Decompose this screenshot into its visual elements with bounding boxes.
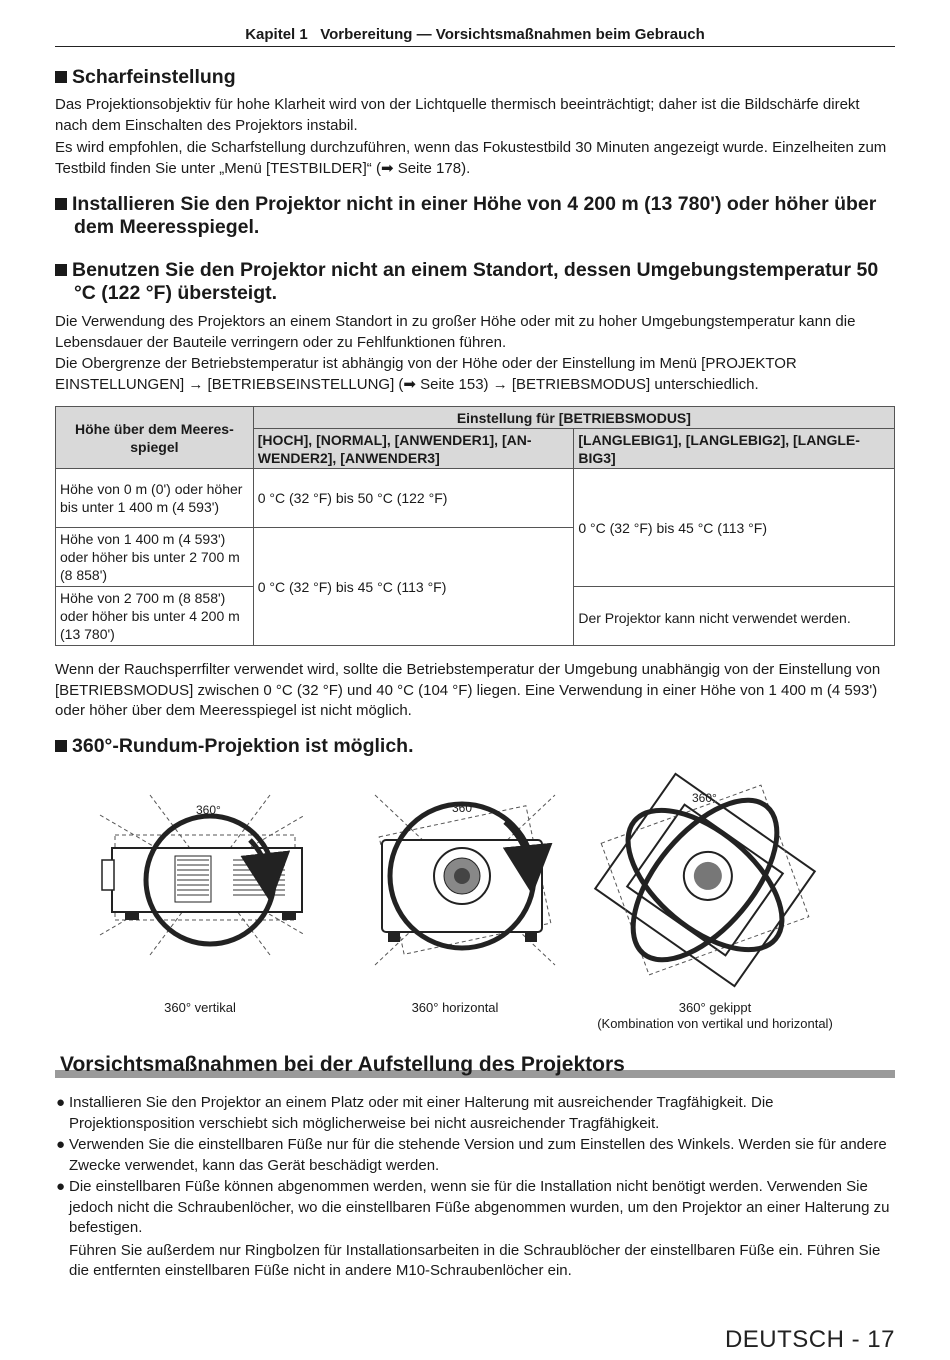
heading-focus: Scharfeinstellung [55,66,236,89]
heading-temperature: Benutzen Sie den Projektor nicht an einem Standort, dessen Umgebungstemperatur 50 °C (122 °F) übersteigt. [55,259,904,305]
row2-altitude: Höhe von 1 400 m (4 593') oder höher bis unter 2 700 m (8 858') [56,528,254,587]
row3-col2: Der Projektor kann nicht verwendet werden. [574,587,895,646]
temperature-paragraph-after: Wenn der Rauchsperrfilter verwendet wird, sollte die Betriebstemperatur der Umgebung unabhängig von der Einstellung von [BETRIEBSMODUS] zwischen 0 °C (32 °F) und 40 °C (104 °F) liegen. Eine Verwendung in einer Höhe von 1 400 m (4 593') oder höher über dem Meeresspiegel ist nicht möglich. [55,661,881,719]
row12-col2: 0 °C (32 °F) bis 45 °C (113 °F) [574,469,895,587]
diagram-tilted [595,774,815,986]
temperature-paragraph-2: Die Obergrenze der Betriebstemperatur ist abhängig von der Höhe oder der Einstellung im Menü [PROJEKTOR EINSTELLUNGEN] → [BETRIEBSEINSTELLUNG] (➡ Seite 153) → [BETRIEBSMODUS] unterschiedlich. [55,355,797,393]
header-col1: [HOCH], [NORMAL], [ANWENDER1], [AN-WENDER2], [ANWENDER3] [253,429,574,469]
list-item: ● Die einstellbaren Füße können abgenommen werden, wenn sie für die Installation nicht benötigt werden. Verwenden Sie jedoch nicht die Schraubenlöcher, wo die einstellbaren Füße abgenommen wurden, um den Projektor an einer Halterung zu befestigen. Führen Sie außerdem nur Ringbolzen für Installationsarbeiten in die Schraublöcher der einstellbaren Füße ein. Führen Sie die entfernten einstellbaren Füße nicht in andere M10-Schraubenlöcher ein. [55,1177,895,1282]
diagram-vertical [100,795,305,955]
caption-tilted [585,1000,845,1032]
focus-paragraph-1: Das Projektionsobjektiv für hohe Klarheit wird von der Lichtquelle thermisch beeinträchtigt; daher ist die Bildschärfe direkt nach dem Einschalten des Projektors instabil. [55,96,860,134]
list-item: ● Installieren Sie den Projektor an einem Platz oder mit einer Halterung mit ausreichender Tragfähigkeit. Die Projektionsposition verschiebt sich möglicherweise bei nicht ausreichender Tragfähigkeit. [56,1094,774,1132]
bullet-icon: ● [56,1178,66,1195]
diagram-horizontal [375,795,555,965]
installation-bullets [55,1093,895,1282]
row23-col1: 0 °C (32 °F) bis 45 °C (113 °F) [253,528,574,646]
deg-label-horizontal: 360° [452,801,477,815]
heading-rotation: 360°-Rundum-Projektion ist möglich. [55,735,414,758]
heading-installation: Vorsichtsmaßnahmen bei der Aufstellung des Projektors [60,1053,625,1076]
caption-horizontal: 360° horizontal [411,1000,499,1015]
header-altitude: Höhe über dem Meeres-spiegel [56,407,254,469]
square-bullet-icon [55,198,67,210]
square-bullet-icon [55,71,67,83]
bullet-icon: ● [56,1094,66,1111]
list-item: ● Verwenden Sie die einstellbaren Füße nur für die stehende Version und zum Einstellen des Winkels. Werden sie für andere Zwecke verwendet, kann das Gerät beschädigt werden. [56,1136,887,1174]
focus-paragraph-2: Es wird empfohlen, die Scharfstellung durchzuführen, wenn das Fokustestbild 30 Minuten angezeigt wurde. Einzelheiten zum Testbild finden Sie unter „Menü [TESTBILDER]“ (➡ Seite 178). [55,139,887,177]
square-bullet-icon [55,264,67,276]
page-number: DEUTSCH - 17 [724,1326,895,1353]
list-item-continuation: Führen Sie außerdem nur Ringbolzen für Installationsarbeiten in die Schraublöcher der einstellbaren Füße ein. Führen Sie die entfernten einstellbaren Füße nicht in andere M10-Schraubenlöcher ein. [69,1241,881,1279]
header-setting: Einstellung für [BETRIEBSMODUS] [253,407,894,429]
caption-tilted-sub: (Kombination von vertikal und horizontal) [597,1016,833,1031]
caption-tilted-main: 360° gekippt [678,1000,752,1015]
deg-label-vertical: 360° [196,803,221,817]
heading-altitude: Installieren Sie den Projektor nicht in einer Höhe von 4 200 m (13 780') oder höher über dem Meeresspiegel. [55,193,904,239]
row1-altitude: Höhe von 0 m (0') oder höher bis unter 1 400 m (4 593') [56,469,254,528]
bullet-icon: ● [56,1136,66,1153]
chapter-header: Kapitel 1 Vorbereitung — Vorsichtsmaßnahmen beim Gebrauch [55,26,895,47]
temperature-table [55,406,895,646]
rotation-diagrams [0,760,950,1010]
header-col2: [LANGLEBIG1], [LANGLEBIG2], [LANGLE-BIG3] [574,429,895,469]
row3-altitude: Höhe von 2 700 m (8 858') oder höher bis unter 4 200 m (13 780') [56,587,254,646]
caption-vertical: 360° vertikal [164,1000,236,1015]
deg-label-tilted: 360° [692,791,717,805]
square-bullet-icon [55,740,67,752]
row1-col1: 0 °C (32 °F) bis 50 °C (122 °F) [253,469,574,528]
temperature-paragraph-1: Die Verwendung des Projektors an einem Standort in zu großer Höhe oder mit zu hoher Umgebungstemperatur kann die Lebensdauer der Bauteile verringern oder zu Fehlfunktionen führen. [55,313,856,351]
